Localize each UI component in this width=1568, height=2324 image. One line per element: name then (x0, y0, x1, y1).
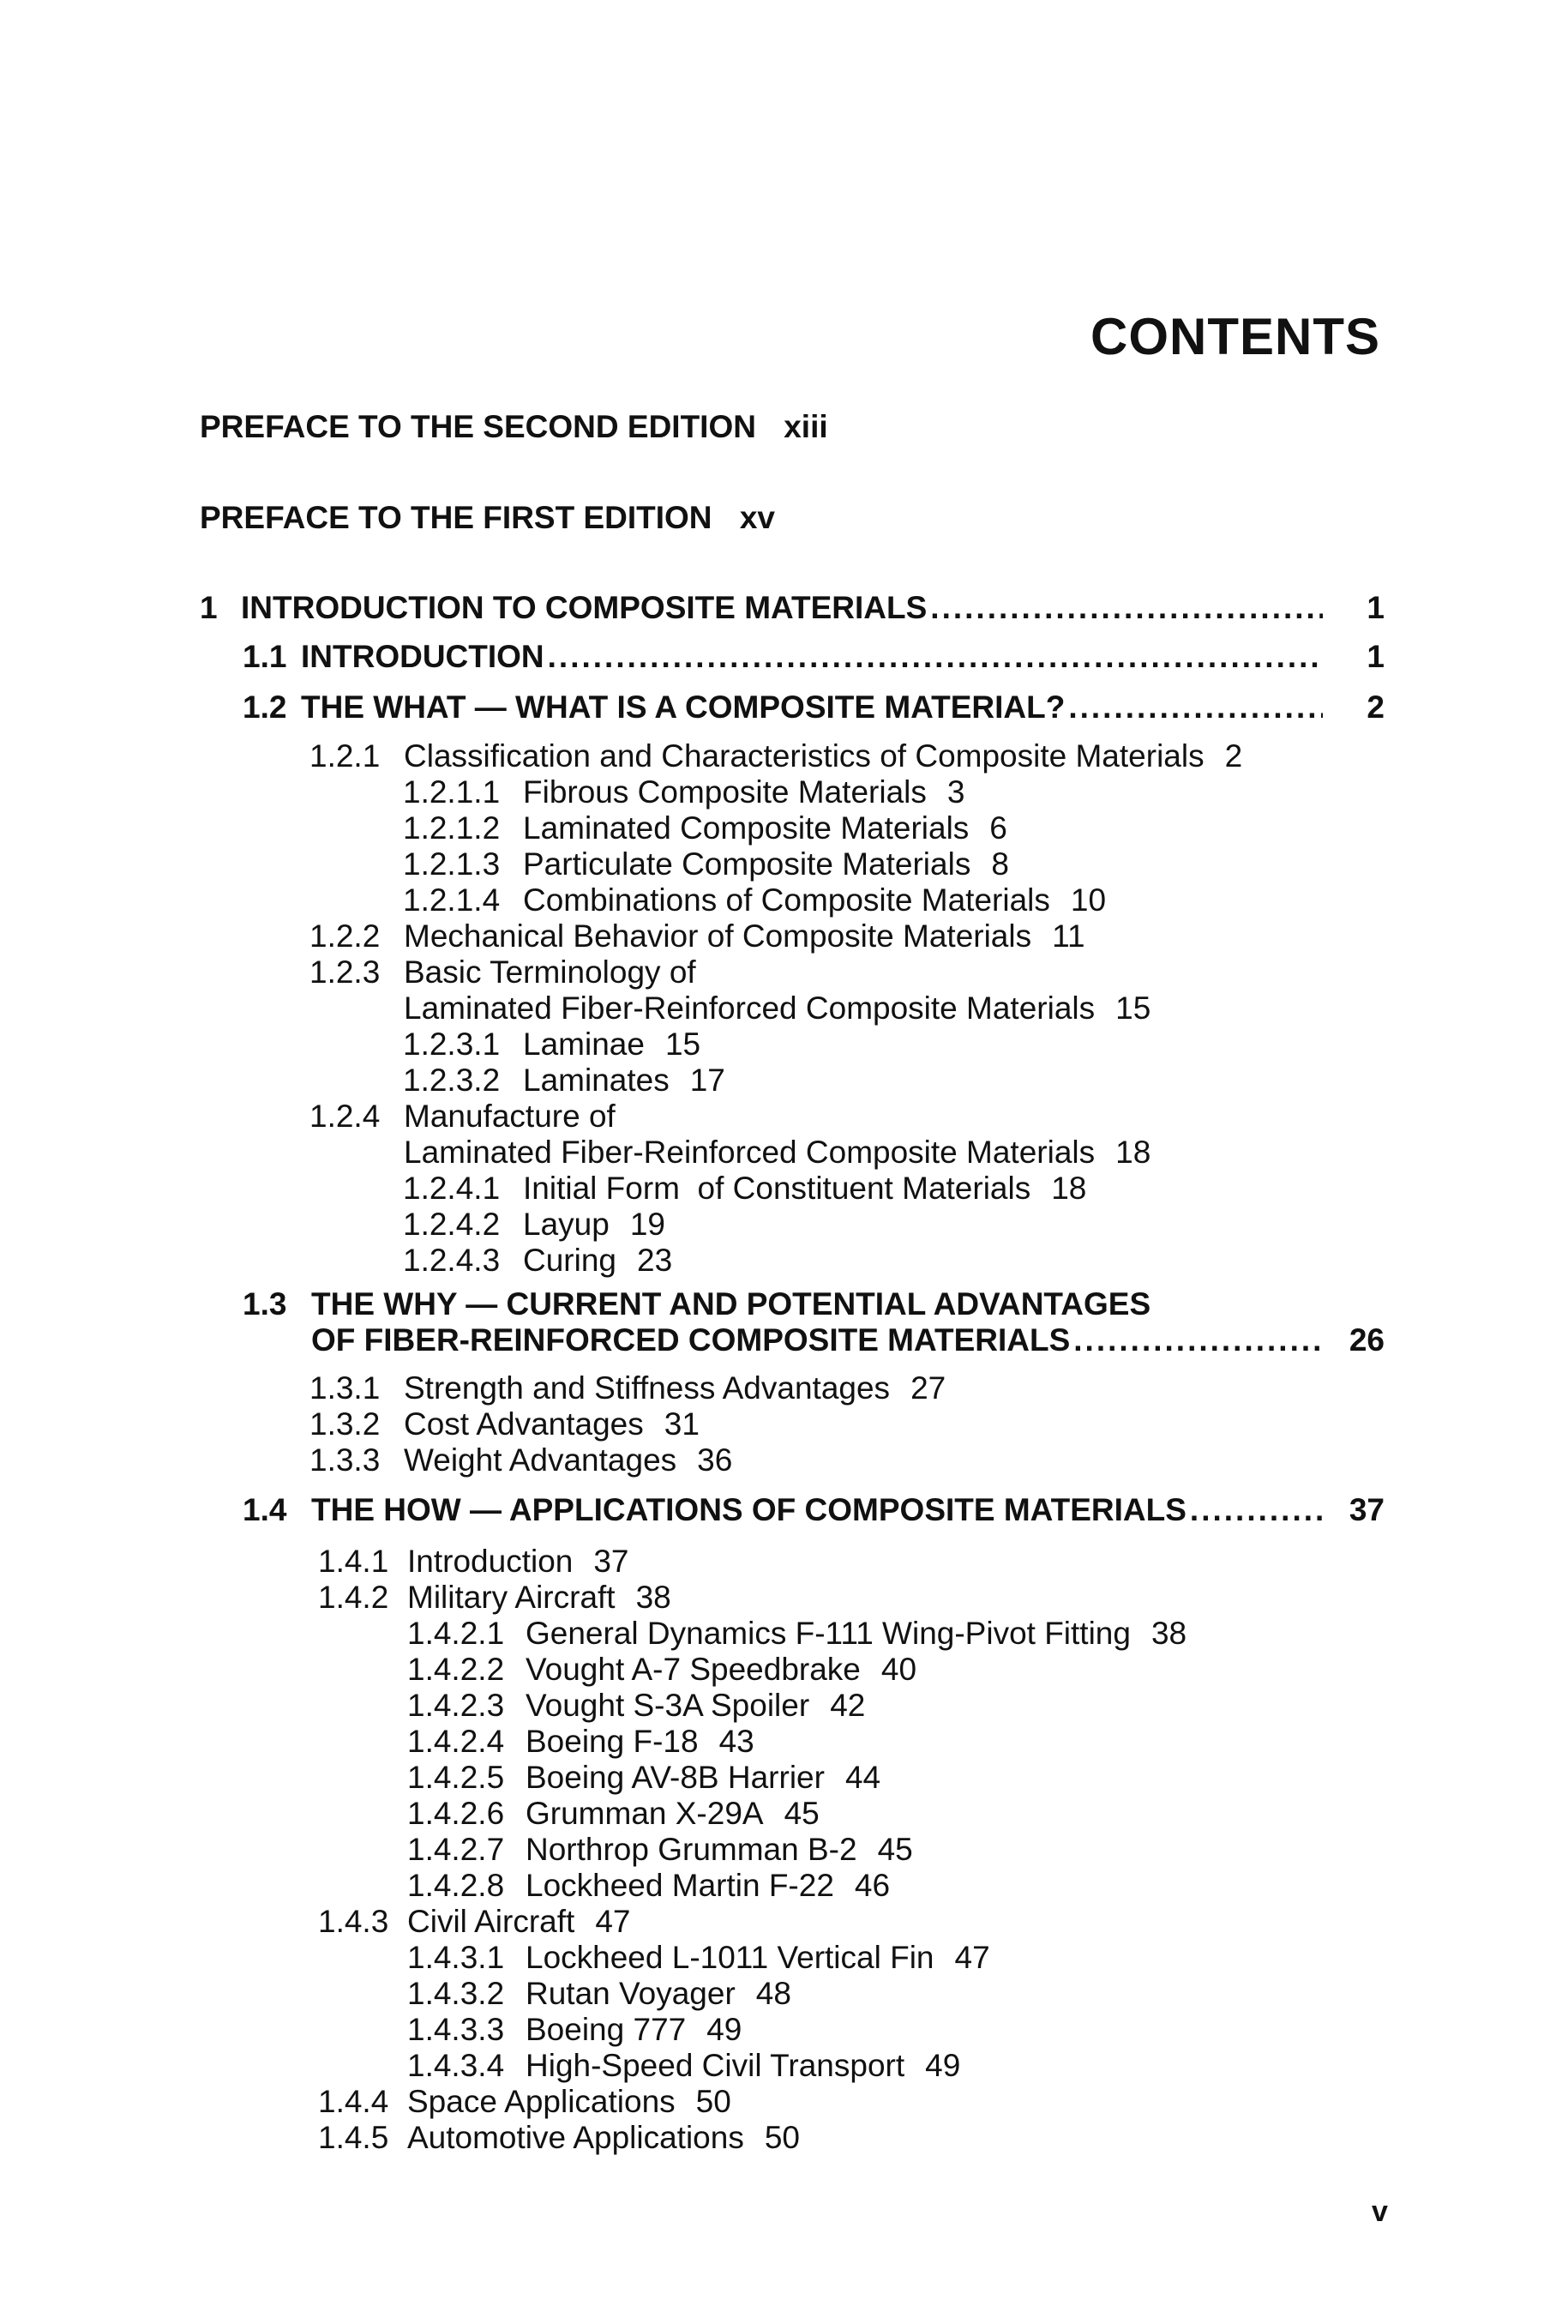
entry-page: 18 (1115, 1135, 1151, 1170)
chapter-label: INTRODUCTION TO COMPOSITE MATERIALS (241, 590, 928, 625)
entry-number: 1.4.3.4 (407, 2048, 505, 2083)
entry-label: General Dynamics F-111 Wing-Pivot Fitting (526, 1616, 1131, 1651)
entry-number: 1.3.3 (309, 1442, 381, 1478)
section-number: 1.3 (243, 1286, 287, 1322)
entry-label: Curing (523, 1243, 616, 1278)
toc-entry[interactable] (318, 1580, 671, 1616)
section-label: INTRODUCTION (301, 639, 544, 674)
entry-number: 1.4.5 (318, 2120, 389, 2155)
entry-number: 1.2.1 (309, 738, 381, 774)
section-1-1-entry[interactable] (243, 639, 1331, 675)
entry-page: 36 (697, 1442, 733, 1478)
entry-page: 19 (629, 1207, 665, 1242)
entry-label: Layup (523, 1207, 610, 1242)
preface-second-page: xiii (784, 409, 828, 444)
section-1-4-entry[interactable] (243, 1492, 1331, 1528)
section-number: 1.1 (243, 639, 287, 674)
toc-entry[interactable] (407, 1688, 865, 1724)
entry-page: 11 (1052, 918, 1085, 954)
entry-number: 1.4.3 (318, 1904, 389, 1939)
entry-number: 1.4.1 (318, 1544, 389, 1579)
entry-page: 6 (989, 810, 1007, 846)
entry-number: 1.4.2.8 (407, 1868, 505, 1903)
section-label-line2: OF FIBER-REINFORCED COMPOSITE MATERIALS (311, 1322, 1071, 1358)
entry-page: 2 (1224, 738, 1243, 774)
entry-number: 1.4.2 (318, 1580, 389, 1615)
entry-number: 1.2.4 (309, 1099, 381, 1134)
entry-label: Lockheed L-1011 Vertical Fin (526, 1940, 934, 1975)
toc-entry[interactable] (403, 1243, 672, 1279)
entry-number: 1.4.3.2 (407, 1976, 505, 2011)
entry-page: 10 (1070, 882, 1107, 918)
entry-page: 27 (910, 1370, 946, 1406)
entry-label: Vought A-7 Speedbrake (526, 1652, 861, 1687)
toc-entry[interactable] (407, 2012, 742, 2048)
entry-number: 1.4.4 (318, 2084, 389, 2119)
section-1-1-page: 1 (1367, 639, 1385, 674)
section-1-2-entry[interactable] (243, 689, 1331, 725)
entry-page: 45 (784, 1796, 820, 1831)
entry-number: 1.4.2.2 (407, 1652, 505, 1687)
entry-number: 1.2.4.3 (403, 1243, 501, 1278)
entry-label: Laminae (523, 1027, 645, 1062)
section-label: THE WHAT — WHAT IS A COMPOSITE MATERIAL? (301, 689, 1066, 725)
entry-number: 1.4.2.6 (407, 1796, 505, 1831)
toc-entry[interactable] (407, 1868, 890, 1904)
entry-label: Boeing AV-8B Harrier (526, 1760, 825, 1795)
entry-page: 23 (637, 1243, 673, 1278)
entry-page: 40 (880, 1652, 917, 1687)
entry-page: 31 (664, 1406, 700, 1442)
entry-number: 1.2.4.1 (403, 1171, 501, 1206)
entry-label: Cost Advantages (404, 1406, 644, 1442)
entry-number: 1.2.2 (309, 918, 381, 954)
section-number: 1.2 (243, 689, 287, 725)
toc-entry[interactable] (309, 1099, 616, 1135)
preface-second-label: PREFACE TO THE SECOND EDITION (200, 409, 756, 444)
entry-label: Initial Form of Constituent Materials (523, 1171, 1031, 1206)
toc-entry[interactable] (407, 1796, 820, 1832)
entry-number: 1.4.2.3 (407, 1688, 505, 1723)
entry-number: 1.4.3.1 (407, 1940, 505, 1975)
entry-label: Boeing F-18 (526, 1724, 699, 1759)
entry-number: 1.2.3.1 (403, 1027, 501, 1062)
entry-page: 50 (764, 2120, 800, 2155)
toc-entry[interactable] (407, 1976, 791, 2012)
entry-number: 1.2.3.2 (403, 1063, 501, 1098)
entry-number: 1.4.2.5 (407, 1760, 505, 1795)
entry-label: Laminates (523, 1063, 670, 1098)
entry-label: Rutan Voyager (526, 1976, 736, 2011)
entry-number: 1.2.1.4 (403, 882, 501, 918)
entry-label: Northrop Grumman B-2 (526, 1832, 857, 1867)
toc-entry[interactable] (403, 1027, 700, 1063)
entry-label: Manufacture of (404, 1099, 616, 1134)
toc-entry[interactable] (407, 1616, 1187, 1652)
entry-label: Civil Aircraft (407, 1904, 575, 1939)
entry-label: Laminated Fiber-Reinforced Composite Materials (404, 990, 1096, 1026)
toc-entry[interactable] (318, 1544, 629, 1580)
leader-dots (1190, 1492, 1323, 1528)
entry-number: 1.4.2.1 (407, 1616, 505, 1651)
preface-first-label: PREFACE TO THE FIRST EDITION (200, 500, 712, 535)
entry-page: 17 (689, 1063, 725, 1098)
entry-number: 1.2.1.2 (403, 810, 501, 846)
entry-page: 8 (991, 846, 1009, 882)
toc-entry[interactable] (309, 954, 696, 990)
entry-page: 37 (593, 1544, 629, 1579)
entry-label: Lockheed Martin F-22 (526, 1868, 834, 1903)
entry-page: 15 (664, 1027, 701, 1062)
toc-entry[interactable] (407, 2048, 960, 2084)
toc-entry[interactable] (309, 738, 1242, 774)
entry-number: 1.2.4.2 (403, 1207, 501, 1242)
entry-page: 43 (718, 1724, 754, 1759)
toc-entry[interactable] (318, 2084, 731, 2120)
section-1-3-page: 26 (1349, 1322, 1385, 1358)
toc-entry[interactable] (309, 1442, 732, 1478)
entry-label: Grumman X-29A (526, 1796, 764, 1831)
entry-number: 1.2.1.1 (403, 774, 501, 810)
leader-dots (548, 639, 1323, 675)
entry-label: Military Aircraft (407, 1580, 616, 1615)
leader-dots (930, 590, 1323, 626)
toc-entry[interactable] (309, 918, 1085, 954)
entry-number: 1.4.2.4 (407, 1724, 505, 1759)
entry-page: 47 (954, 1940, 990, 1975)
toc-entry[interactable] (403, 774, 964, 810)
entry-label: Space Applications (407, 2084, 676, 2119)
page-title: CONTENTS (1090, 308, 1380, 365)
section-number: 1.4 (243, 1492, 287, 1527)
entry-label: Mechanical Behavior of Composite Materials (404, 918, 1032, 954)
section-1-3-entry[interactable] (243, 1286, 1150, 1322)
toc-entry[interactable] (407, 1652, 916, 1688)
entry-label: Boeing 777 (526, 2012, 687, 2047)
entry-page: 46 (854, 1868, 891, 1903)
section-1-3-entry-continued[interactable] (311, 1322, 1331, 1358)
entry-label: Combinations of Composite Materials (523, 882, 1050, 918)
toc-entry[interactable] (318, 2120, 800, 2156)
preface-second-edition[interactable] (200, 409, 828, 445)
section-label-line1: THE WHY — CURRENT AND POTENTIAL ADVANTAGES (311, 1286, 1151, 1322)
entry-label: Introduction (407, 1544, 574, 1579)
entry-label: Classification and Characteristics of Composite Materials (404, 738, 1205, 774)
entry-number: 1.3.2 (309, 1406, 381, 1442)
toc-entry[interactable] (403, 1171, 1086, 1207)
toc-entry[interactable] (407, 1724, 754, 1760)
chapter-number: 1 (200, 590, 218, 625)
section-1-4-page: 37 (1349, 1492, 1385, 1527)
toc-entry[interactable] (403, 1063, 725, 1099)
preface-first-page: xv (739, 500, 775, 535)
entry-label: Laminated Fiber-Reinforced Composite Materials (404, 1135, 1096, 1170)
toc-entry[interactable] (309, 1370, 946, 1406)
entry-page: 45 (877, 1832, 913, 1867)
toc-entry[interactable] (318, 1904, 630, 1940)
entry-page: 38 (635, 1580, 671, 1615)
entry-label: Vought S-3A Spoiler (526, 1688, 810, 1723)
entry-page: 48 (755, 1976, 791, 2011)
entry-page: 49 (706, 2012, 742, 2047)
entry-page: 49 (925, 2048, 961, 2083)
toc-entry[interactable] (403, 810, 1007, 846)
toc-entry-continued[interactable] (404, 1135, 1150, 1171)
entry-number: 1.2.3 (309, 954, 381, 990)
entry-page: 47 (595, 1904, 631, 1939)
entry-label: High-Speed Civil Transport (526, 2048, 905, 2083)
toc-entry[interactable] (407, 1760, 880, 1796)
toc-entry[interactable] (309, 1406, 700, 1442)
toc-entry[interactable] (403, 1207, 665, 1243)
toc-entry-continued[interactable] (404, 990, 1150, 1027)
entry-page: 44 (844, 1760, 881, 1795)
entry-page: 42 (830, 1688, 866, 1723)
preface-first-edition[interactable] (200, 500, 775, 536)
entry-label: Particulate Composite Materials (523, 846, 971, 882)
entry-label: Fibrous Composite Materials (523, 774, 927, 810)
entry-page: 18 (1051, 1171, 1087, 1206)
page-folio: v (1372, 2195, 1388, 2228)
entry-number: 1.2.1.3 (403, 846, 501, 882)
entry-label: Automotive Applications (407, 2120, 744, 2155)
toc-entry[interactable] (407, 1832, 913, 1868)
entry-number: 1.4.3.3 (407, 2012, 505, 2047)
entry-label: Weight Advantages (404, 1442, 677, 1478)
entry-page: 15 (1115, 990, 1151, 1026)
leader-dots (1073, 1322, 1323, 1358)
section-label: THE HOW — APPLICATIONS OF COMPOSITE MATERIALS (311, 1492, 1187, 1527)
toc-entry[interactable] (403, 882, 1106, 918)
toc-entry[interactable] (403, 846, 1009, 882)
entry-page: 50 (695, 2084, 731, 2119)
entry-label: Strength and Stiffness Advantages (404, 1370, 891, 1406)
leader-dots (1068, 689, 1323, 725)
section-1-2-page: 2 (1367, 689, 1385, 725)
entry-number: 1.3.1 (309, 1370, 381, 1406)
entry-number: 1.4.2.7 (407, 1832, 505, 1867)
entry-label: Basic Terminology of (404, 954, 696, 990)
entry-label: Laminated Composite Materials (523, 810, 970, 846)
entry-page: 3 (946, 774, 965, 810)
entry-page: 38 (1150, 1616, 1187, 1651)
chapter-page: 1 (1367, 590, 1385, 625)
chapter-1-entry[interactable] (200, 590, 1331, 626)
toc-entry[interactable] (407, 1940, 990, 1976)
